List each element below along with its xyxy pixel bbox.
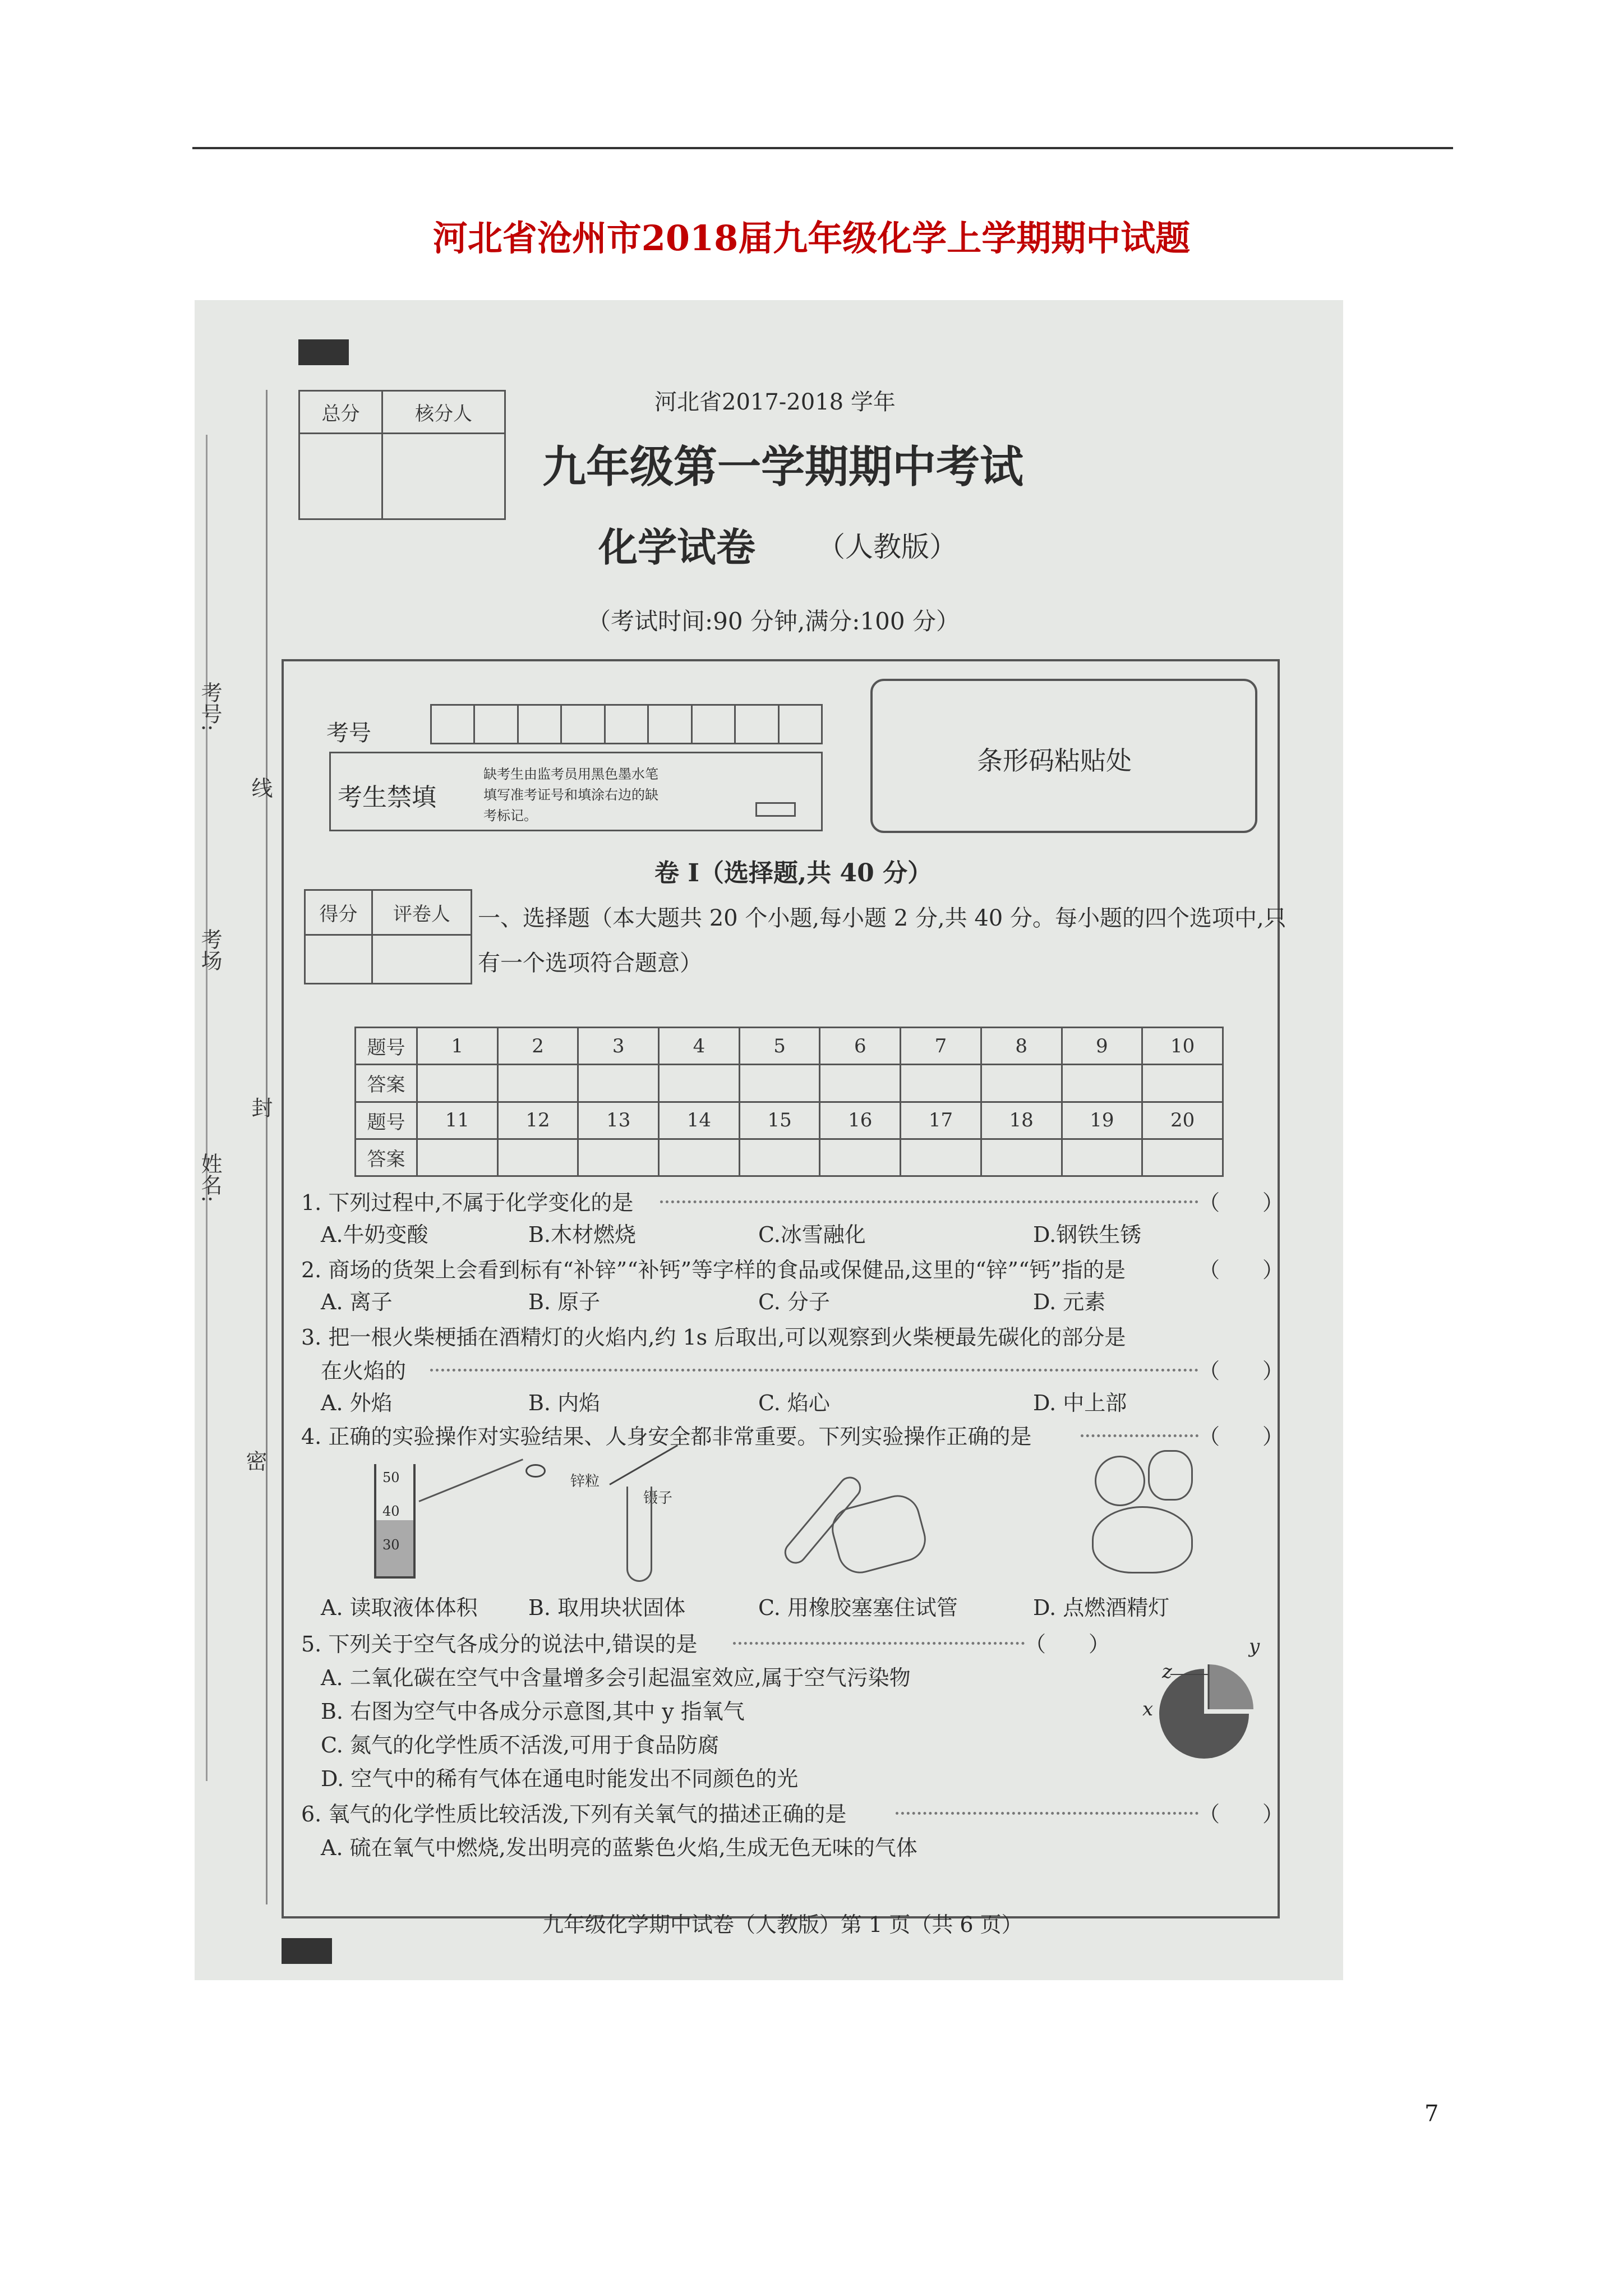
q2-bracket: （ ） [1198, 1258, 1284, 1282]
q5-dots [733, 1642, 1025, 1645]
q4-option-d: D. 点燃酒精灯 [1033, 1595, 1170, 1620]
q5-pie-label-y: y [1249, 1635, 1260, 1658]
question-3: 3. 把一根火柴梗插在酒精灯的火焰内,约 1s 后取出,可以观察到火柴梗最先碳化的部分是 [301, 1325, 1126, 1350]
section-title: 卷 I（选择题,共 40 分） [654, 859, 933, 887]
score-total-cell[interactable] [299, 434, 382, 519]
q5-option-d: D. 空气中的稀有气体在通电时能发出不同颜色的光 [321, 1766, 799, 1791]
q2-option-b: B. 原子 [528, 1290, 601, 1314]
absent-mark-box[interactable] [755, 802, 796, 817]
q1-option-b: B.木材燃烧 [528, 1222, 637, 1247]
q5-option-c: C. 氮气的化学性质不活泼,可用于食品防腐 [321, 1733, 719, 1757]
question-2: 2. 商场的货架上会看到标有“补锌”“补钙”等字样的食品或保健品,这里的“锌”“钙”指的是 [301, 1258, 1126, 1282]
q2-option-d: D. 元素 [1033, 1290, 1106, 1314]
question-4: 4. 正确的实验操作对实验结果、人身安全都非常重要。下列实验操作正确的是 [301, 1424, 1032, 1449]
q6-option-a: A. 硫在氧气中燃烧,发出明亮的蓝紫色火焰,生成无色无味的气体 [321, 1835, 917, 1860]
q4-tweezers-label: 镊子 [643, 1490, 673, 1507]
q6-dots [896, 1812, 1198, 1815]
q4-option-b: B. 取用块状固体 [528, 1595, 686, 1620]
q1-option-d: D.钢铁生锈 [1033, 1222, 1142, 1247]
exam-subject: 化学试卷 [598, 524, 755, 570]
forbidden-label: 考生禁填 [338, 783, 436, 812]
q1-option-a: A.牛奶变酸 [321, 1222, 428, 1247]
exam-main-title: 九年级第一学期期中考试 [542, 441, 1024, 493]
barcode-label: 条形码粘贴处 [977, 746, 1132, 776]
exam-header-small: 河北省2017-2018 学年 [654, 389, 896, 415]
q1-bracket: （ ） [1198, 1190, 1284, 1215]
q5-option-a: A. 二氧化碳在空气中含量增多会引起温室效应,属于空气污染物 [321, 1665, 911, 1690]
q5-option-b: B. 右图为空气中各成分示意图,其中 y 指氧气 [321, 1699, 745, 1724]
q4-scale-30: 30 [382, 1537, 400, 1553]
score-checker-cell[interactable] [382, 434, 505, 519]
q4-bracket: （ ） [1198, 1424, 1284, 1449]
q2-option-c: C. 分子 [758, 1290, 830, 1314]
binding-line-outer [206, 435, 208, 1781]
question-5: 5. 下列关于空气各成分的说法中,错误的是 [301, 1632, 698, 1657]
binding-mi: 密 [242, 1450, 267, 1471]
score-checker-label: 核分人 [382, 391, 505, 434]
grader-score-label: 得分 [305, 890, 372, 935]
document-title: 河北省沧州市2018届九年级化学上学期期中试题 [432, 218, 1191, 259]
grader-name-label: 评卷人 [372, 890, 471, 935]
registration-mark-top [298, 339, 349, 365]
q6-bracket: （ ） [1198, 1802, 1284, 1826]
q3-option-b: B. 内焰 [528, 1391, 601, 1415]
binding-line [266, 390, 268, 1904]
score-box [298, 390, 506, 520]
section-intro-1: 一、选择题（本大题共 20 个小题,每小题 2 分,共 40 分。每小题的四个选项中,只 [478, 905, 1287, 931]
q3-option-d: D. 中上部 [1033, 1391, 1127, 1415]
exam-number-label: 考号 [326, 720, 371, 746]
header-rule [192, 147, 1453, 149]
q4-dots [1081, 1434, 1198, 1437]
answer-row-2[interactable]: 答案 [356, 1139, 1223, 1176]
q1-dots [660, 1200, 1198, 1203]
q5-bracket: （ ） [1025, 1632, 1110, 1657]
binding-exam-room: 考场 [197, 928, 222, 971]
answer-table-q-label: 题号 [356, 1028, 417, 1065]
q4-option-a: A. 读取液体体积 [321, 1595, 478, 1620]
binding-feng: 封 [248, 1097, 273, 1118]
forbidden-note-2: 填写准考证号和填涂右边的缺 [483, 787, 658, 803]
q3-bracket: （ ） [1198, 1359, 1284, 1383]
binding-name: 姓名: [197, 1153, 222, 1203]
exam-footer: 九年级化学期中试卷（人教版）第 1 页（共 6 页） [542, 1912, 1023, 1937]
eye-icon [525, 1464, 546, 1478]
answer-table: 题号 1 2 3 4 5 6 7 8 9 10 答案 题号 11 12 13 14 15 16 17 18 19 20 答案 [354, 1027, 1224, 1177]
binding-exam-number: 考号: [197, 682, 222, 731]
exam-info: （考试时间:90 分钟,满分:100 分） [587, 608, 960, 635]
grader-name-cell[interactable] [372, 935, 471, 984]
question-3-cont: 在火焰的 [321, 1359, 407, 1383]
q3-option-c: C. 焰心 [758, 1391, 830, 1415]
section-intro-2: 有一个选项符合题意） [478, 950, 702, 976]
q4-scale-40: 40 [382, 1503, 400, 1519]
q5-pie-label-x: x [1142, 1698, 1154, 1720]
question-1: 1. 下列过程中,不属于化学变化的是 [301, 1190, 634, 1215]
q1-option-c: C.冰雪融化 [758, 1222, 866, 1247]
exam-edition: （人教版） [817, 531, 957, 563]
registration-mark-bottom [282, 1938, 332, 1964]
grader-box [304, 889, 472, 984]
score-total-label: 总分 [299, 391, 382, 434]
q4-zinc-label: 锌粒 [570, 1473, 600, 1490]
q3-option-a: A. 外焰 [321, 1391, 393, 1415]
q4-option-c: C. 用橡胶塞塞住试管 [758, 1595, 958, 1620]
binding-xian: 线 [248, 777, 273, 798]
page-number: 7 [1424, 2101, 1439, 2127]
answer-row-1[interactable]: 答案 [356, 1065, 1223, 1102]
q4-scale-50: 50 [382, 1470, 400, 1485]
exam-page-photo [195, 300, 1343, 1980]
q5-pie-label-z: z [1162, 1660, 1172, 1683]
grader-score-cell[interactable] [305, 935, 372, 984]
q3-dots [430, 1369, 1198, 1372]
exam-number-boxes[interactable] [430, 704, 823, 744]
question-6: 6. 氧气的化学性质比较活泼,下列有关氧气的描述正确的是 [301, 1802, 847, 1826]
q2-option-a: A. 离子 [321, 1290, 393, 1314]
forbidden-note-1: 缺考生由监考员用黑色墨水笔 [483, 766, 658, 782]
forbidden-note-3: 考标记。 [483, 808, 537, 823]
